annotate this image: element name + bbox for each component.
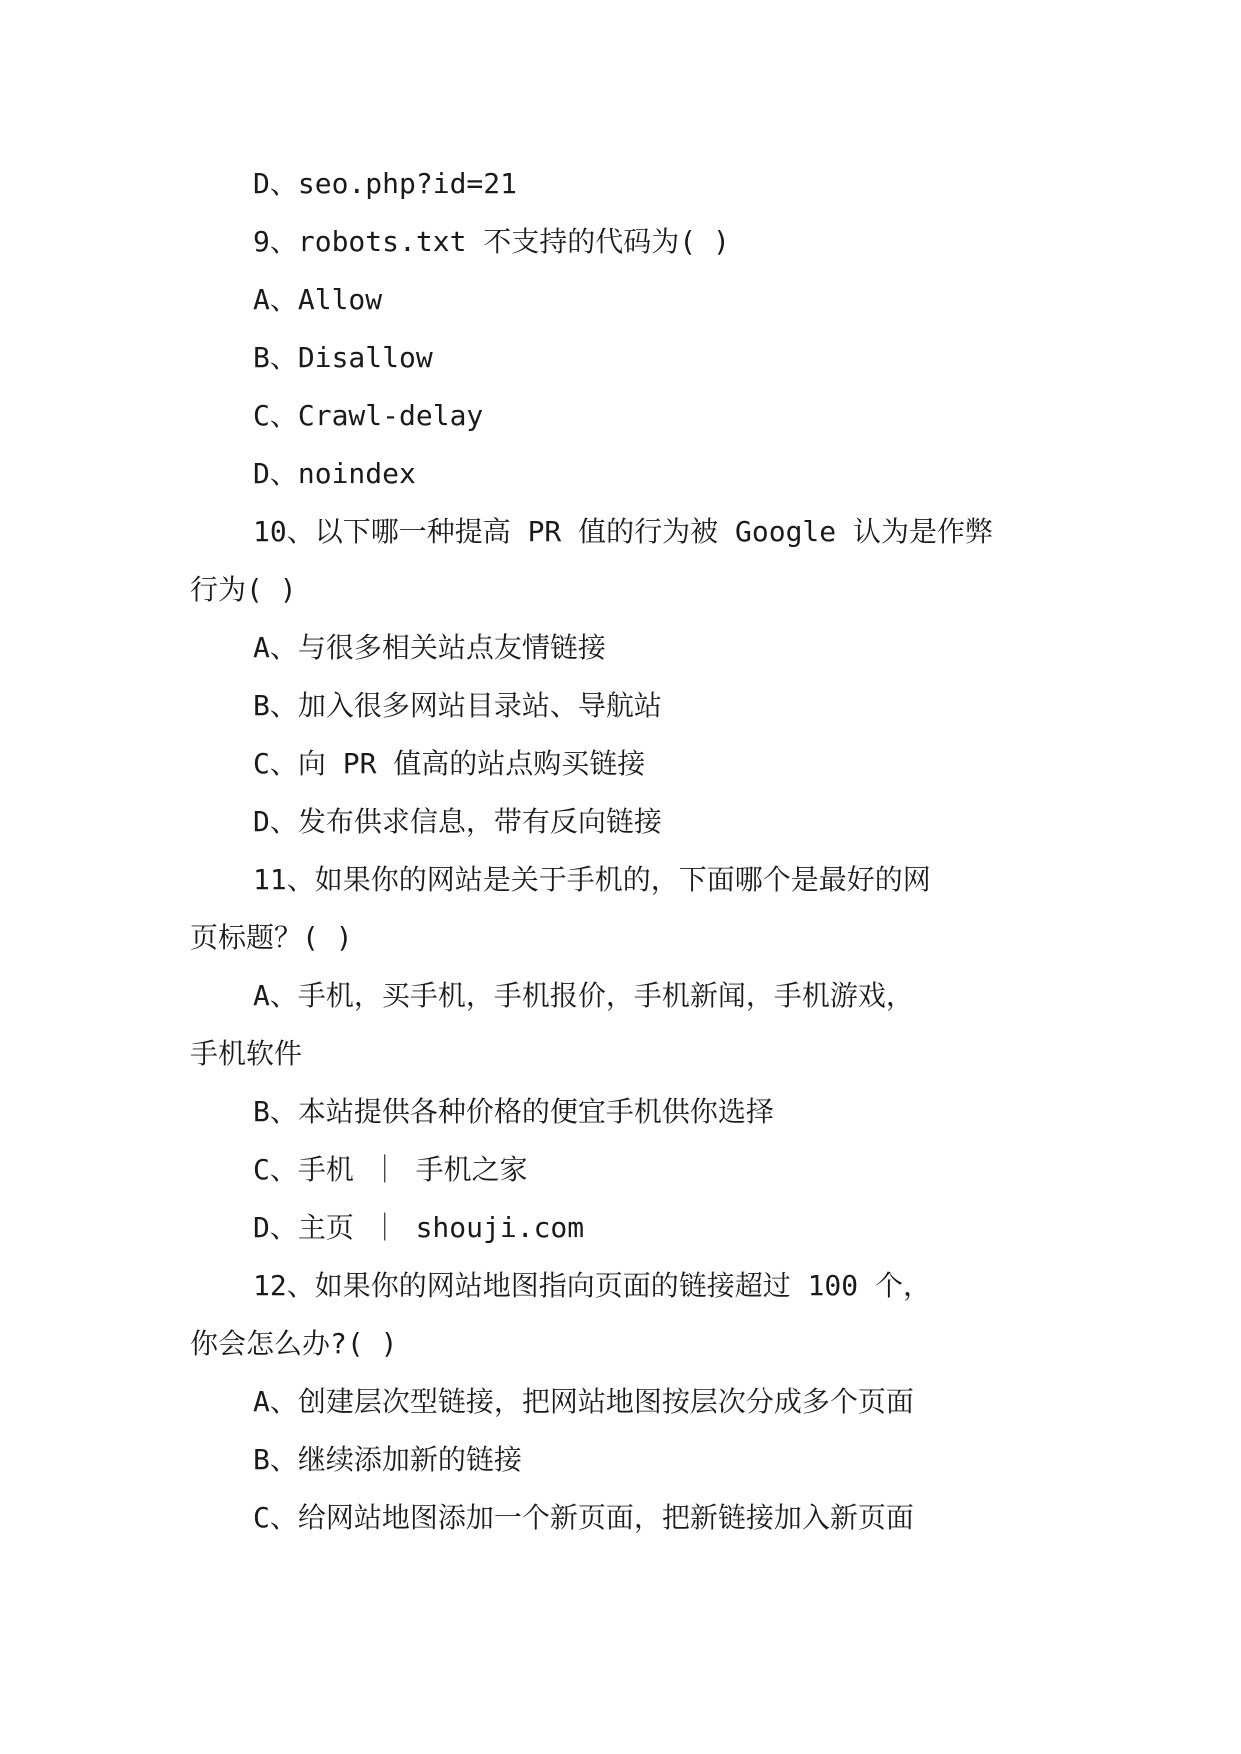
q9-option-a: A、Allow [253, 283, 383, 316]
q10-option-c: C、向 PR 值高的站点购买链接 [253, 747, 646, 780]
q11-question-continued: 页标题？( ) [190, 921, 353, 954]
q9-option-c: C、Crawl-delay [253, 399, 484, 432]
q9-question: 9、robots.txt 不支持的代码为( ) [253, 225, 730, 258]
q11-option-a: A、手机，买手机，手机报价，手机新闻，手机游戏， [253, 979, 914, 1012]
q9-option-d: D、noindex [253, 457, 416, 490]
q12-question: 12、如果你的网站地图指向页面的链接超过 100 个， [253, 1269, 932, 1302]
q10-question-continued: 行为( ) [190, 573, 297, 606]
q12-option-c: C、给网站地图添加一个新页面，把新链接加入新页面 [253, 1501, 914, 1534]
q12-question-continued: 你会怎么办?( ) [190, 1327, 398, 1360]
q10-option-d: D、发布供求信息，带有反向链接 [253, 805, 662, 838]
q10-option-a: A、与很多相关站点友情链接 [253, 631, 606, 664]
q11-option-c: C、手机 ｜ 手机之家 [253, 1153, 528, 1186]
q8-option-d: D、seo.php?id=21 [253, 167, 518, 200]
q9-option-b: B、Disallow [253, 341, 433, 374]
q10-option-b: B、加入很多网站目录站、导航站 [253, 689, 662, 722]
q12-option-b: B、继续添加新的链接 [253, 1443, 522, 1476]
q10-question: 10、以下哪一种提高 PR 值的行为被 Google 认为是作弊 [253, 515, 994, 548]
q11-option-b: B、本站提供各种价格的便宜手机供你选择 [253, 1095, 774, 1128]
q11-option-a-continued: 手机软件 [190, 1037, 303, 1070]
q11-question: 11、如果你的网站是关于手机的，下面哪个是最好的网 [253, 863, 931, 896]
q12-option-a: A、创建层次型链接，把网站地图按层次分成多个页面 [253, 1385, 914, 1418]
q11-option-d: D、主页 ｜ shouji.com [253, 1211, 585, 1244]
